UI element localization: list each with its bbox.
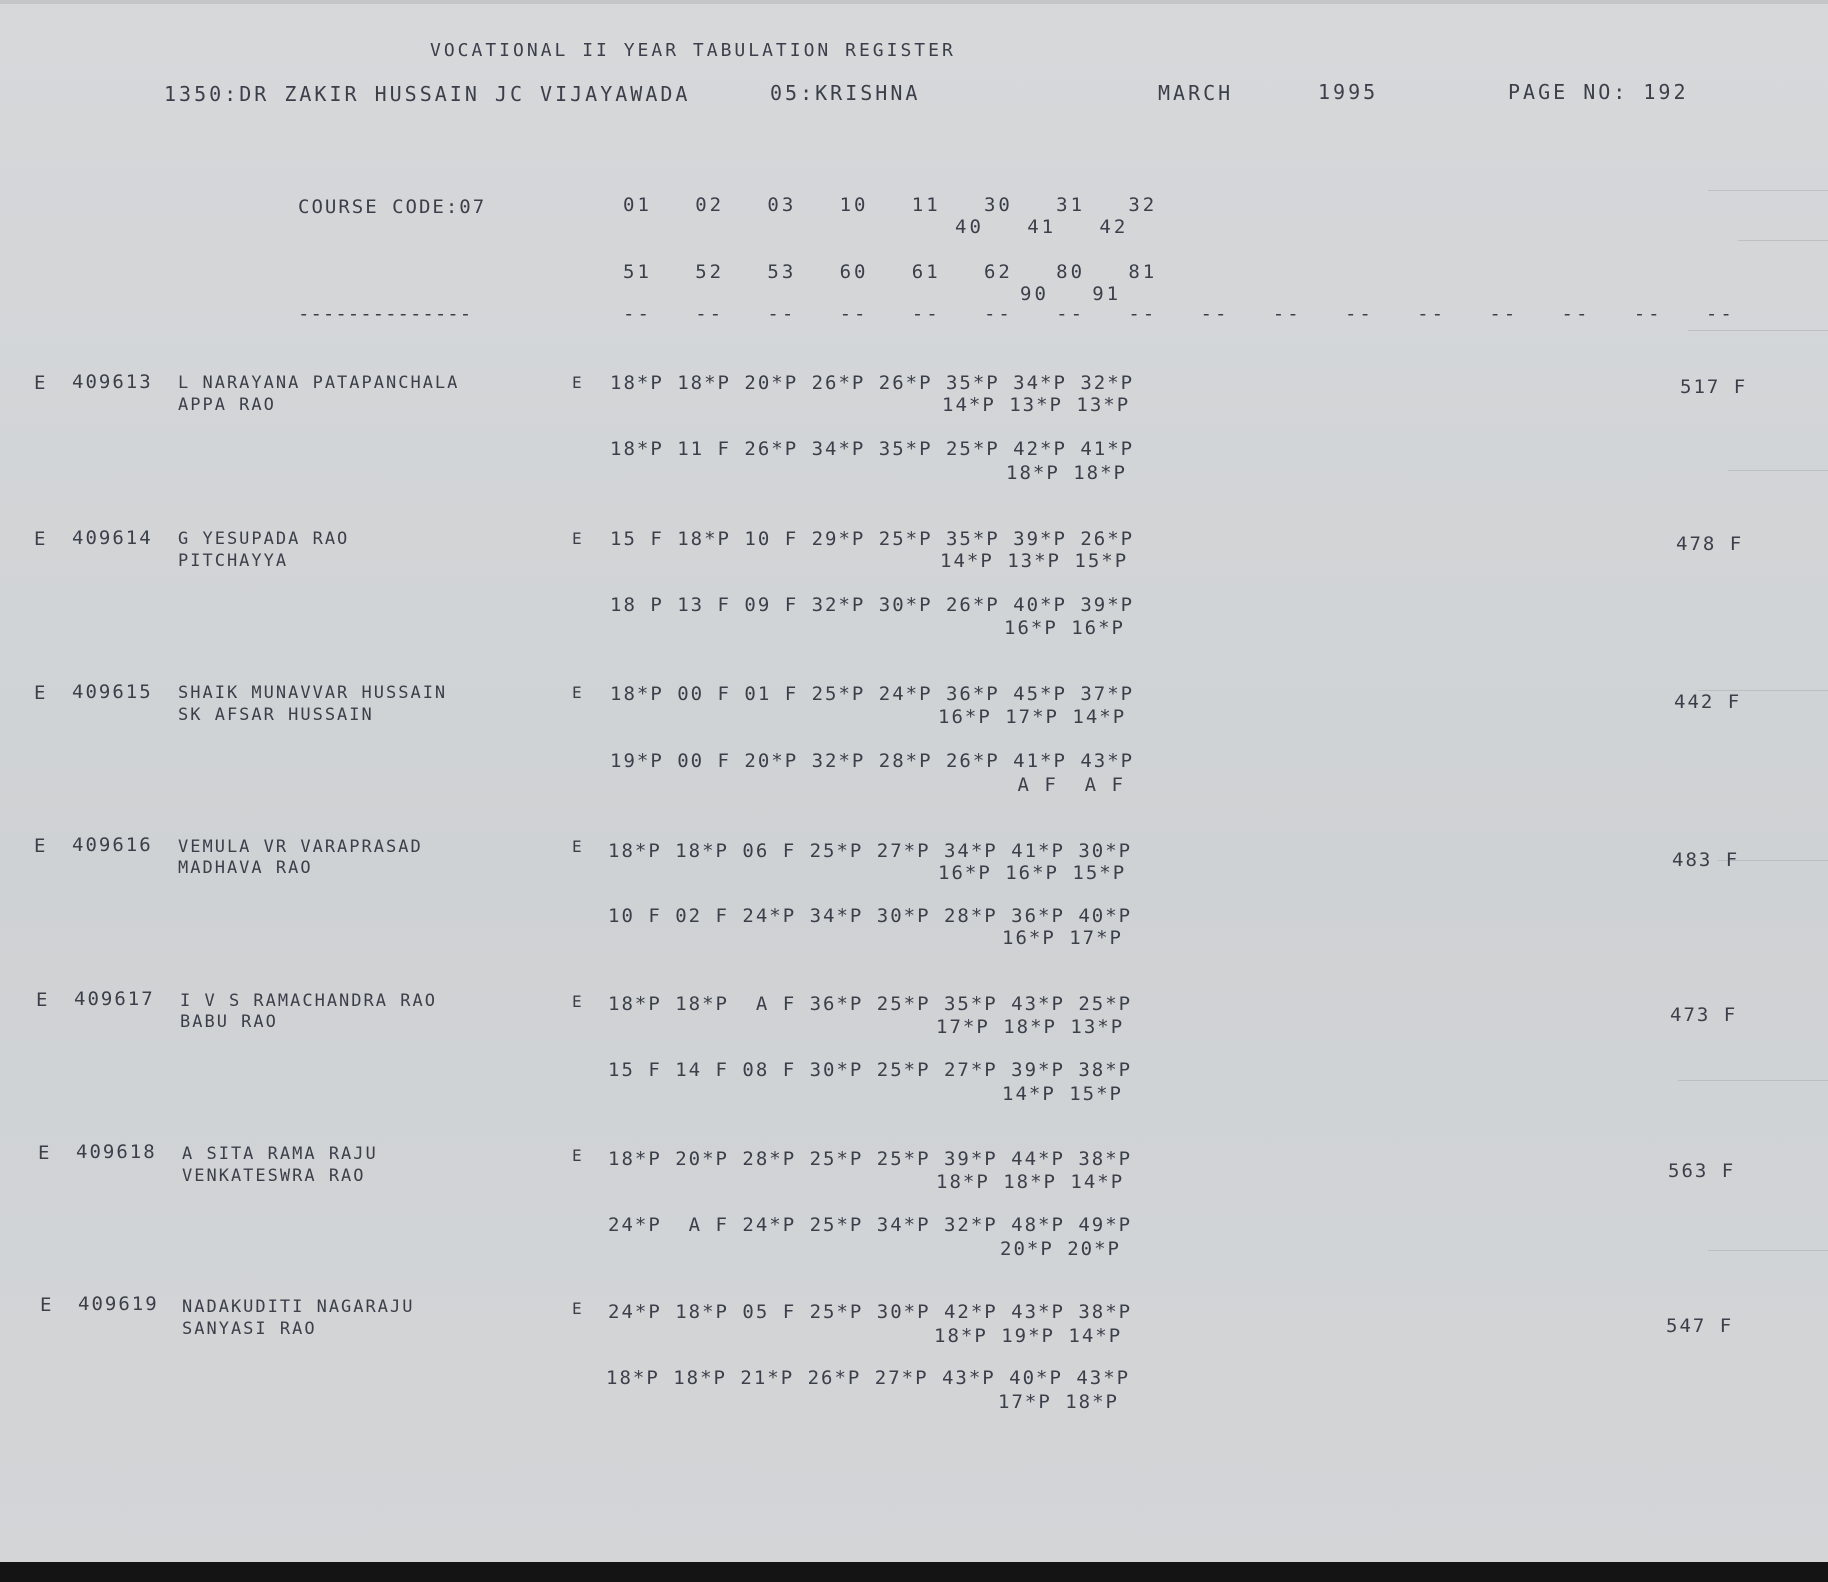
- father-name: BABU RAO: [180, 1012, 278, 1032]
- marks-row-1b: 17*P 18*P 13*P: [936, 1016, 1125, 1038]
- marks-row-2: 18*P 18*P 21*P 26*P 27*P 43*P 40*P 43*P: [606, 1367, 1131, 1389]
- marks-row-2b: 17*P 18*P: [998, 1391, 1119, 1413]
- subject-codes-row-2: 51 52 53 60 61 62 80 81: [623, 261, 1158, 283]
- column-dashes: -- -- -- -- -- -- -- -- -- -- -- -- -- -- -- --: [623, 303, 1735, 325]
- marks-row-1b: 16*P 16*P 15*P: [938, 862, 1127, 884]
- paper-streak: [1688, 330, 1828, 331]
- total-result: 483 F: [1672, 849, 1740, 871]
- paper-streak: [1678, 1080, 1828, 1081]
- total-result: 563 F: [1668, 1160, 1736, 1182]
- marks-row-1b: 16*P 17*P 14*P: [938, 706, 1127, 728]
- paper-streak: [1708, 1250, 1828, 1251]
- exam-type: E: [572, 1299, 584, 1318]
- record-flag: E: [38, 1142, 52, 1164]
- record-flag: E: [34, 528, 48, 550]
- marks-row-2b: 14*P 15*P: [1002, 1083, 1123, 1105]
- exam-type: E: [572, 992, 584, 1011]
- student-name: SHAIK MUNAVVAR HUSSAIN: [178, 683, 448, 703]
- student-name: NADAKUDITI NAGARAJU: [182, 1297, 415, 1317]
- marks-row-2b: 16*P 16*P: [1004, 617, 1125, 639]
- record-flag: E: [36, 989, 50, 1011]
- marks-row-2: 19*P 00 F 20*P 32*P 28*P 26*P 41*P 43*P: [610, 750, 1135, 772]
- roll-number: 409619: [78, 1293, 159, 1315]
- district-name: 05:KRISHNA: [770, 81, 921, 105]
- total-result: 473 F: [1670, 1004, 1738, 1026]
- father-name: VENKATESWRA RAO: [182, 1166, 366, 1186]
- total-result: 517 F: [1680, 376, 1748, 398]
- marks-row-2b: A F A F: [1004, 774, 1125, 796]
- record-flag: E: [40, 1294, 54, 1316]
- exam-type: E: [572, 373, 584, 392]
- course-underline: --------------: [298, 303, 473, 325]
- exam-year: 1995: [1318, 80, 1379, 104]
- marks-row-2: 18*P 11 F 26*P 34*P 35*P 25*P 42*P 41*P: [610, 438, 1135, 460]
- marks-row-2: 10 F 02 F 24*P 34*P 30*P 28*P 36*P 40*P: [608, 905, 1133, 927]
- father-name: SANYASI RAO: [182, 1319, 317, 1339]
- roll-number: 409614: [72, 527, 153, 549]
- paper-streak: [1738, 240, 1828, 241]
- father-name: PITCHAYYA: [178, 551, 289, 571]
- roll-number: 409618: [76, 1141, 157, 1163]
- roll-number: 409613: [72, 371, 153, 393]
- exam-type: E: [572, 1146, 584, 1165]
- record-flag: E: [34, 835, 48, 857]
- marks-row-1: 18*P 18*P 20*P 26*P 26*P 35*P 34*P 32*P: [610, 372, 1135, 394]
- college-name: 1350:DR ZAKIR HUSSAIN JC VIJAYAWADA: [164, 82, 691, 106]
- paper-streak: [1728, 470, 1828, 471]
- total-result: 547 F: [1666, 1315, 1734, 1337]
- student-name: A SITA RAMA RAJU: [182, 1144, 378, 1164]
- total-result: 442 F: [1674, 691, 1742, 713]
- scanner-edge-band: [0, 1562, 1828, 1582]
- marks-row-2b: 16*P 17*P: [1002, 927, 1123, 949]
- subject-codes-row-1b: 40 41 42: [955, 216, 1129, 238]
- exam-type: E: [572, 683, 584, 702]
- roll-number: 409616: [72, 834, 153, 856]
- marks-row-1b: 14*P 13*P 15*P: [940, 550, 1129, 572]
- father-name: SK AFSAR HUSSAIN: [178, 705, 374, 725]
- marks-row-1b: 18*P 19*P 14*P: [934, 1325, 1123, 1347]
- marks-row-1: 15 F 18*P 10 F 29*P 25*P 35*P 39*P 26*P: [610, 528, 1135, 550]
- marks-row-1: 18*P 18*P A F 36*P 25*P 35*P 43*P 25*P: [608, 993, 1133, 1015]
- roll-number: 409615: [72, 681, 153, 703]
- paper-streak: [1708, 190, 1828, 191]
- exam-type: E: [572, 837, 584, 856]
- record-flag: E: [34, 682, 48, 704]
- marks-row-2: 18 P 13 F 09 F 32*P 30*P 26*P 40*P 39*P: [610, 594, 1135, 616]
- marks-row-2b: 18*P 18*P: [1006, 462, 1127, 484]
- exam-type: E: [572, 529, 584, 548]
- father-name: MADHAVA RAO: [178, 858, 313, 878]
- marks-row-1b: 18*P 18*P 14*P: [936, 1171, 1125, 1193]
- marks-row-2: 24*P A F 24*P 25*P 34*P 32*P 48*P 49*P: [608, 1214, 1133, 1236]
- subject-codes-row-2b: 90 91: [1020, 283, 1122, 305]
- course-code-label: COURSE CODE:07: [298, 196, 487, 218]
- exam-month: MARCH: [1158, 81, 1234, 105]
- sheet-top-edge: [0, 0, 1828, 4]
- subject-codes-row-1: 01 02 03 10 11 30 31 32: [623, 194, 1158, 216]
- marks-row-1: 24*P 18*P 05 F 25*P 30*P 42*P 43*P 38*P: [608, 1301, 1133, 1323]
- roll-number: 409617: [74, 988, 155, 1010]
- marks-row-1: 18*P 00 F 01 F 25*P 24*P 36*P 45*P 37*P: [610, 683, 1135, 705]
- student-name: VEMULA VR VARAPRASAD: [178, 837, 423, 857]
- marks-row-2: 15 F 14 F 08 F 30*P 25*P 27*P 39*P 38*P: [608, 1059, 1133, 1081]
- record-flag: E: [34, 372, 48, 394]
- marks-row-1: 18*P 18*P 06 F 25*P 27*P 34*P 41*P 30*P: [608, 840, 1133, 862]
- total-result: 478 F: [1676, 533, 1744, 555]
- student-name: G YESUPADA RAO: [178, 529, 350, 549]
- marks-row-1: 18*P 20*P 28*P 25*P 25*P 39*P 44*P 38*P: [608, 1148, 1133, 1170]
- student-name: I V S RAMACHANDRA RAO: [180, 991, 437, 1011]
- student-name: L NARAYANA PATAPANCHALA: [178, 373, 460, 393]
- marks-row-1b: 14*P 13*P 13*P: [942, 394, 1131, 416]
- page-number: PAGE NO: 192: [1508, 80, 1689, 104]
- father-name: APPA RAO: [178, 395, 276, 415]
- marks-row-2b: 20*P 20*P: [1000, 1238, 1121, 1260]
- report-title: VOCATIONAL II YEAR TABULATION REGISTER: [430, 40, 956, 61]
